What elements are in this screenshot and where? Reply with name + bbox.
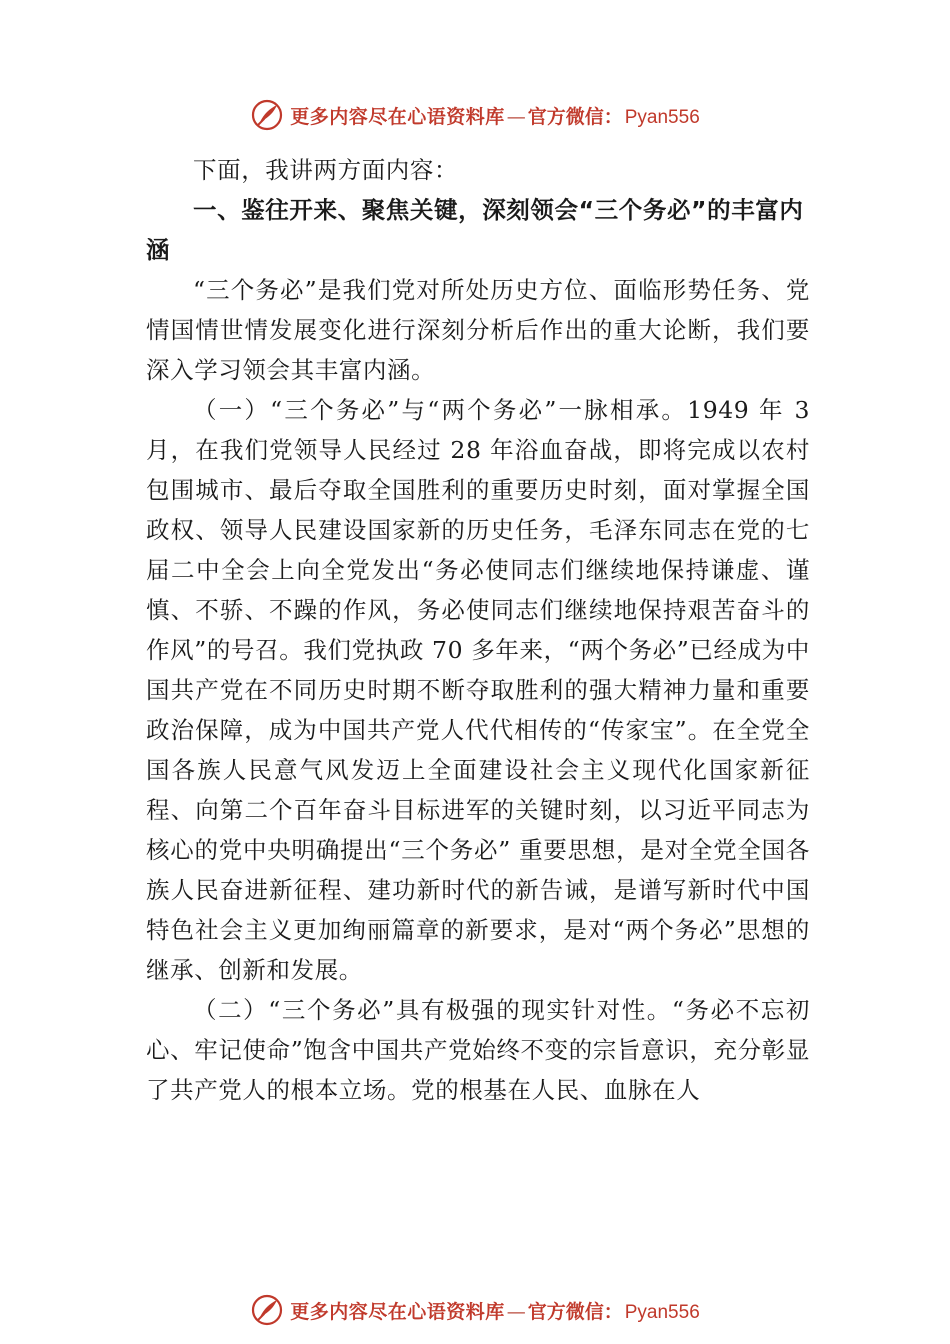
paragraph-2: （一）“三个务必”与“两个务必”一脉相承。1949 年 3 月，在我们党领导人民经过 28 年浴血奋战，即将完成以农村包围城市、最后夺取全国胜利的重要历史时刻，面对掌握全国政权、领导人民建设国家新的历史任务，毛泽东同志在党的七届二中全会上向全党发出“务必使同志们继续地保持谦虚、谨慎、不骄、不躁的作风，务必使同志们继续地保持艰苦奋斗的作风”的号召。我们党执政 70 多年来，“两个务必”已经成为中国共产党在不同历史时期不断夺取胜利的强大精神力量和重要政治保障，成为中国共产党人代代相传的“传家宝”。在全党全国各族人民意气风发迈上全面建设社会主义现代化国家新征程、向第二个百年奋斗目标进军的关键时刻，以习近平同志为核心的党中央明确提出“三个务必” 重要思想，是对全党全国各族人民奋进新征程、建功新时代的新告诫，是谱写新时代中国特色社会主义更加绚丽篇章的新要求，是对“两个务必”思想的继承、创新和发展。	[146, 396, 810, 984]
paragraph-3: （二）“三个务必”具有极强的现实针对性。“务必不忘初心、牢记使命”饱含中国共产党始终不变的宗旨意识，充分彰显了共产党人的根本立场。党的根基在人民、血脉在人	[146, 996, 810, 1104]
footer-watermark	[0, 1290, 950, 1330]
watermark-brand: 更多内容尽在心语资料库	[290, 105, 505, 128]
watermark-id: Pyan556	[624, 106, 700, 128]
quill-logo-icon	[250, 98, 284, 132]
intro-paragraph: 下面，我讲两方面内容：	[193, 156, 459, 184]
paragraph-1: “三个务必”是我们党对所处历史方位、面临形势任务、党情国情世情发展变化进行深刻分析后作出的重大论断，我们要深入学习领会其丰富内涵。	[146, 276, 810, 384]
document-body	[146, 150, 810, 1110]
watermark-id: Pyan556	[624, 1301, 700, 1323]
header-watermark	[0, 95, 950, 135]
quill-logo-icon	[250, 1293, 284, 1327]
watermark-label: 官方微信：	[527, 1300, 623, 1323]
watermark-brand: 更多内容尽在心语资料库	[290, 1300, 505, 1323]
watermark-separator: —	[506, 105, 526, 128]
section-heading: 一、鉴往开来、聚焦关键，深刻领会“三个务必”的丰富内涵	[146, 196, 804, 264]
watermark-label: 官方微信：	[527, 105, 623, 128]
watermark-separator: —	[506, 1300, 526, 1323]
